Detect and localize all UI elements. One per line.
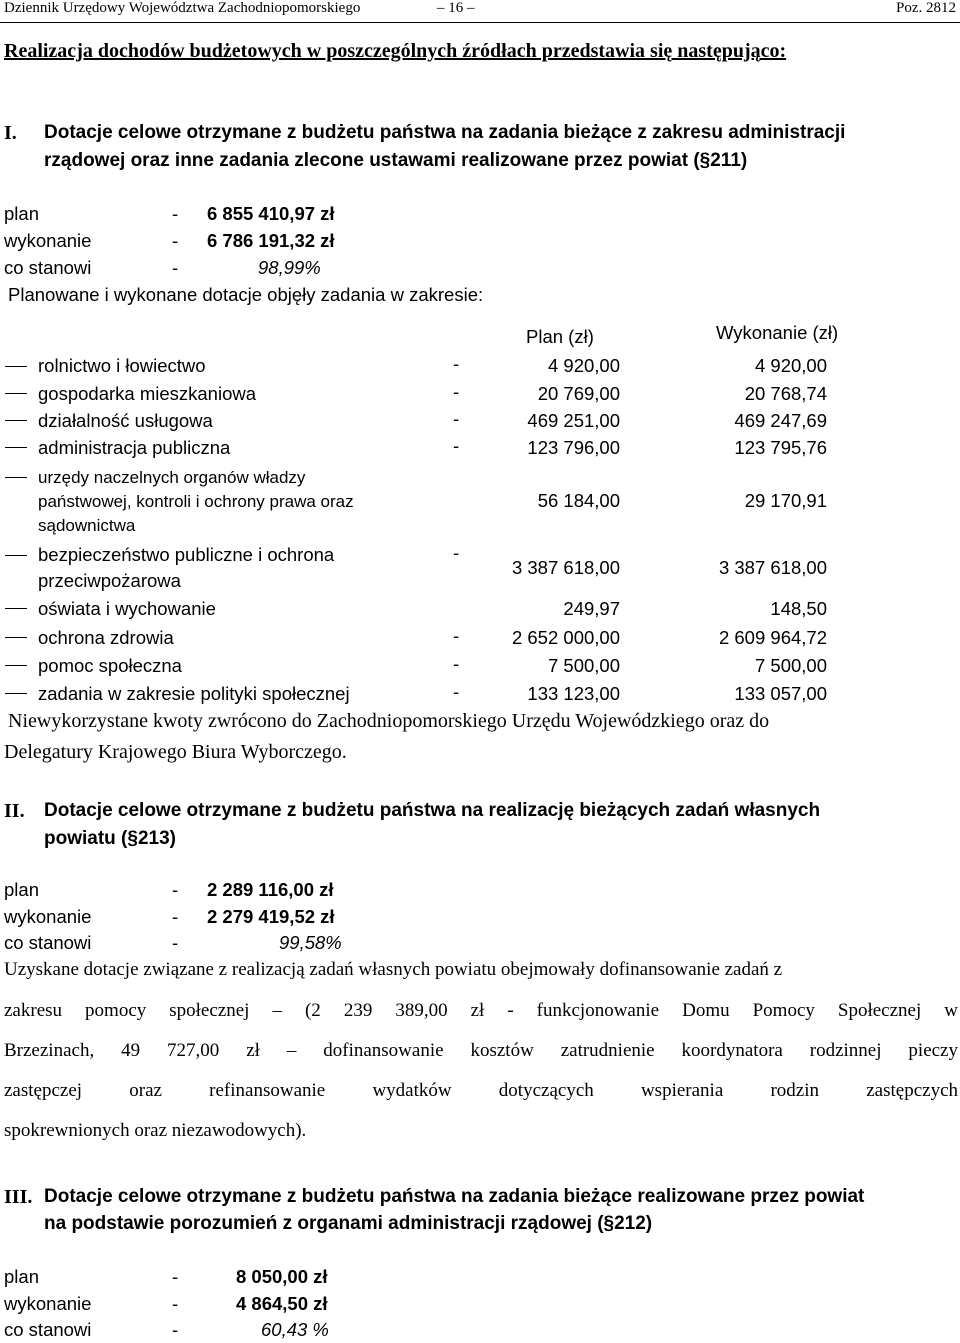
row-exec: 2 609 964,72 <box>718 627 827 648</box>
row-name: pomoc społeczna <box>38 655 182 676</box>
s3-plan-value: 8 050,00 zł <box>236 1266 328 1287</box>
s2-pct-label: co stanowi <box>4 932 92 953</box>
col-plan-header: Plan (zł) <box>526 326 594 347</box>
section3-number: III. <box>4 1186 33 1208</box>
journal-title: Dziennik Urzędowy Województwa Zachodniopomorskiego <box>4 0 361 16</box>
row-plan: 249,97 <box>563 598 620 619</box>
row-name: ochrona zdrowia <box>38 627 174 648</box>
s2-para-line1: Uzyskane dotacje związane z realizacją zadań własnych powiatu obejmowały dofinansowanie zadań z <box>4 959 783 980</box>
row-name: zadania w zakresie polityki społecznej <box>38 683 350 704</box>
row-name: oświata i wychowanie <box>38 598 216 619</box>
row-exec: 3 387 618,00 <box>718 557 827 578</box>
bullet-dash <box>5 665 27 666</box>
s2-exec-value: 2 279 419,52 zł <box>207 906 335 927</box>
s2-plan-value: 2 289 116,00 zł <box>207 879 334 900</box>
row-name: działalność usługowa <box>38 410 213 431</box>
position-number: Poz. 2812 <box>896 0 956 16</box>
row-name-line1: urzędy naczelnych organów władzy <box>38 468 306 487</box>
s1-pct-label: co stanowi <box>4 257 92 278</box>
row-plan: 469 251,00 <box>527 410 620 431</box>
row-name-line1: bezpieczeństwo publiczne i ochrona <box>38 544 335 565</box>
row-name-line3: sądownictwa <box>38 516 136 535</box>
page-number: – 16 – <box>437 0 475 16</box>
s2-pct-sep: - <box>172 932 179 953</box>
intro-heading: Realizacja dochodów budżetowych w poszczególnych źródłach przedstawia się następująco: <box>4 40 787 62</box>
row-sep: - <box>453 653 460 674</box>
bullet-dash <box>5 555 27 556</box>
s3-exec-label: wykonanie <box>4 1293 92 1314</box>
s2-plan-sep: - <box>172 879 179 900</box>
col-exec-header: Wykonanie (zł) <box>716 322 839 343</box>
s1-plan-sep: - <box>172 203 179 224</box>
bullet-dash <box>5 447 27 448</box>
header-rule <box>0 22 960 23</box>
bullet-dash <box>5 420 27 421</box>
bullet-dash <box>5 637 27 638</box>
s2-plan-label: plan <box>4 879 39 900</box>
row-name: rolnictwo i łowiectwo <box>38 355 206 376</box>
s3-pct-label: co stanowi <box>4 1319 92 1340</box>
s3-exec-sep: - <box>172 1293 179 1314</box>
row-sep: - <box>453 381 460 402</box>
row-exec: 469 247,69 <box>734 410 827 431</box>
s2-exec-label: wykonanie <box>4 906 92 927</box>
row-plan: 56 184,00 <box>537 490 620 511</box>
s2-para-line2: zakresu pomocy społecznej – (2 239 389,00 zł - funkcjonowanie Domu Pomocy Społecznej w <box>4 1000 958 1021</box>
s1-note-line1: Niewykorzystane kwoty zwrócono do Zachodniopomorskiego Urzędu Wojewódzkiego oraz do <box>8 710 770 732</box>
row-plan: 7 500,00 <box>547 655 620 676</box>
row-name-line2: przeciwpożarowa <box>38 570 181 591</box>
row-name: gospodarka mieszkaniowa <box>38 383 257 404</box>
row-exec: 4 920,00 <box>754 355 827 376</box>
row-exec: 123 795,76 <box>734 437 827 458</box>
s2-exec-sep: - <box>172 906 179 927</box>
s3-pct-value: 60,43 % <box>261 1319 329 1340</box>
section3-title-line2: na podstawie porozumień z organami administracji rządowej (§212) <box>44 1213 653 1234</box>
row-plan: 133 123,00 <box>527 683 620 704</box>
row-sep: - <box>453 542 460 563</box>
bullet-dash <box>5 366 27 367</box>
section1-title-line2: rządowej oraz inne zadania zlecone ustawami realizowane przez powiat (§211) <box>44 150 748 171</box>
section2-title-line2: powiatu (§213) <box>44 828 176 849</box>
row-sep: - <box>453 408 460 429</box>
row-plan: 2 652 000,00 <box>511 627 620 648</box>
s3-pct-sep: - <box>172 1319 179 1340</box>
s2-para-line4: zastępczej oraz refinansowanie wydatków dotyczących wspierania rodzin zastępczych <box>4 1080 958 1101</box>
bullet-dash <box>5 393 27 394</box>
row-sep: - <box>453 435 460 456</box>
bullet-dash <box>5 608 27 609</box>
row-exec: 20 768,74 <box>744 383 827 404</box>
row-name: administracja publiczna <box>38 437 231 458</box>
row-sep: - <box>453 625 460 646</box>
section2-title-line1: Dotacje celowe otrzymane z budżetu państwa na realizację bieżących zadań własnych <box>44 800 821 821</box>
row-exec: 148,50 <box>770 598 827 619</box>
row-plan: 3 387 618,00 <box>511 557 620 578</box>
s3-plan-label: plan <box>4 1266 39 1287</box>
row-sep: - <box>453 681 460 702</box>
s1-plan-value: 6 855 410,97 zł <box>207 203 335 224</box>
row-plan: 4 920,00 <box>547 355 620 376</box>
s1-exec-label: wykonanie <box>4 230 92 251</box>
section1-title-line1: Dotacje celowe otrzymane z budżetu państwa na zadania bieżące z zakresu administracji <box>44 122 846 143</box>
section1-number: I. <box>4 122 17 144</box>
s2-pct-value: 99,58% <box>279 932 342 953</box>
row-plan: 20 769,00 <box>537 383 620 404</box>
s1-pct-sep: - <box>172 257 179 278</box>
s1-note-line2: Delegatury Krajowego Biura Wyborczego. <box>4 741 347 763</box>
row-exec: 133 057,00 <box>734 683 827 704</box>
s2-para-line5: spokrewnionych oraz niezawodowych). <box>4 1120 307 1141</box>
s1-pct-value: 98,99% <box>258 257 321 278</box>
row-exec: 29 170,91 <box>744 490 827 511</box>
section2-number: II. <box>4 800 25 822</box>
s2-para-line3: Brzezinach, 49 727,00 zł – dofinansowanie kosztów zatrudnienie koordynatora rodzinnej pieczy <box>4 1040 958 1061</box>
row-plan: 123 796,00 <box>527 437 620 458</box>
row-sep: - <box>453 353 460 374</box>
s1-scope-text: Planowane i wykonane dotacje objęły zadania w zakresie: <box>8 284 484 305</box>
bullet-dash <box>5 477 27 478</box>
s3-plan-sep: - <box>172 1266 179 1287</box>
s1-exec-value: 6 786 191,32 zł <box>207 230 335 251</box>
bullet-dash <box>5 693 27 694</box>
s3-exec-value: 4 864,50 zł <box>236 1293 328 1314</box>
row-exec: 7 500,00 <box>754 655 827 676</box>
section3-title-line1: Dotacje celowe otrzymane z budżetu państwa na zadania bieżące realizowane przez powiat <box>44 1186 865 1207</box>
s1-exec-sep: - <box>172 230 179 251</box>
s1-plan-label: plan <box>4 203 39 224</box>
row-name-line2: państwowej, kontroli i ochrony prawa oraz <box>38 492 354 511</box>
